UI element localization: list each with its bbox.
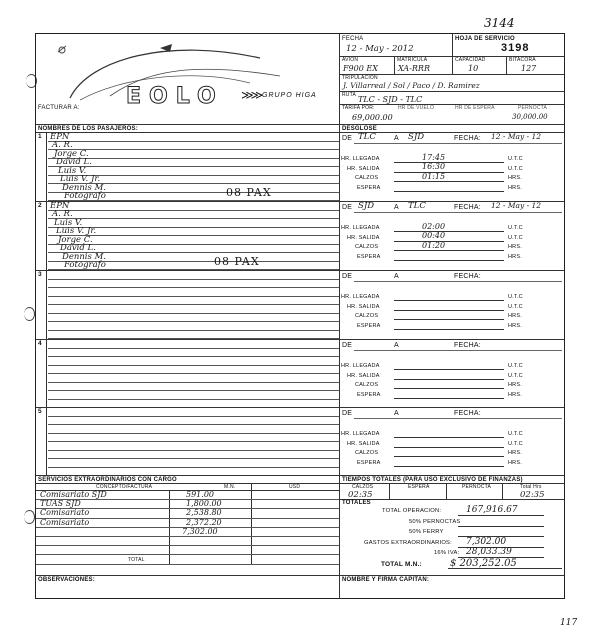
tiempos-line-value: 167,916.67 bbox=[466, 505, 518, 515]
leg-row-value: 17:45 bbox=[422, 152, 446, 162]
servicio-mn: 1,800.00 bbox=[186, 499, 222, 509]
fecha-label: FECHA bbox=[342, 36, 364, 42]
leg-a-label: A bbox=[394, 410, 399, 417]
leg-row-label: CALZOS bbox=[355, 244, 379, 250]
group-text: GRUPO HIGA bbox=[262, 92, 317, 99]
leg-row-line bbox=[394, 300, 504, 301]
capacidad-label: CAPACIDAD bbox=[455, 57, 486, 63]
ruta-value: TLC - SJD - TLC bbox=[358, 95, 423, 104]
tiempos-total-value: 02:35 bbox=[520, 490, 545, 500]
passenger-name: Luis V. bbox=[54, 217, 83, 228]
tiempos-line-value: 28,033.39 bbox=[466, 547, 512, 558]
leg-row-line bbox=[394, 319, 504, 320]
passenger-line bbox=[48, 373, 339, 374]
matricula-value: XA-RRR bbox=[398, 64, 430, 73]
passenger-line bbox=[48, 287, 339, 288]
leg-de-label: DE bbox=[342, 342, 353, 349]
passenger-line bbox=[48, 304, 339, 305]
capacidad-value: 10 bbox=[468, 64, 479, 73]
passenger-group-number: 3 bbox=[38, 271, 42, 278]
passenger-line bbox=[48, 416, 339, 417]
leg-destination: SJD bbox=[408, 132, 425, 142]
bitacora-value: 127 bbox=[521, 64, 537, 73]
passenger-line bbox=[48, 149, 339, 150]
leg-row-line bbox=[394, 379, 504, 380]
leg-row-label: CALZOS bbox=[355, 175, 379, 181]
tiempos-line-underline bbox=[458, 526, 544, 527]
leg-row-unit: HRS. bbox=[508, 184, 522, 191]
passenger-group-number: 1 bbox=[38, 133, 42, 140]
passenger-line bbox=[48, 348, 339, 349]
leg-row-unit: HRS. bbox=[508, 244, 522, 250]
tarifa-sub-pernocta: PERNOCTA bbox=[518, 105, 548, 111]
servicio-concepto: Comisariato bbox=[40, 508, 90, 518]
leg-row-unit: HRS. bbox=[508, 253, 522, 260]
leg-row-unit: U.T.C bbox=[508, 363, 523, 369]
leg-row-line bbox=[394, 172, 504, 173]
leg-a-label: A bbox=[394, 204, 399, 211]
leg-row-label: HR. SALIDA bbox=[347, 440, 380, 447]
tiempos-col-espera: ESPERA bbox=[408, 484, 430, 490]
desglose-header: DESGLOSE bbox=[342, 126, 377, 132]
leg-row-label: HR. LLEGADA bbox=[341, 431, 380, 437]
leg-row-value: 02:00 bbox=[422, 221, 446, 231]
leg-date: 12 - May - 12 bbox=[491, 132, 542, 141]
passenger-name: EPN bbox=[50, 200, 70, 211]
facturar-label: FACTURAR A: bbox=[38, 105, 80, 111]
tiempos-calzos-value: 02:35 bbox=[348, 490, 373, 500]
leg-row-label: HR. SALIDA bbox=[347, 165, 380, 172]
leg-de-label: DE bbox=[342, 273, 353, 280]
leg-row-line bbox=[394, 162, 504, 163]
leg-row-label: HR. LLEGADA bbox=[341, 156, 380, 162]
tiempos-line-value: 7,302.00 bbox=[466, 536, 507, 547]
leg-header-underline bbox=[354, 281, 562, 282]
servicio-concepto: Comisariato bbox=[40, 517, 90, 527]
passenger-name: David L. bbox=[60, 243, 96, 253]
passenger-name: Jorge C. bbox=[58, 234, 93, 245]
leg-destination: TLC bbox=[408, 201, 426, 211]
leg-row-line bbox=[394, 329, 504, 330]
leg-row-unit: HRS. bbox=[508, 391, 522, 398]
leg-row-line bbox=[394, 437, 504, 438]
passenger-name: EPN bbox=[50, 131, 70, 142]
leg-row-unit: U.T.C bbox=[508, 440, 523, 447]
tiempos-line-label: 50% FERRY bbox=[409, 529, 444, 536]
tiempos-line-value: $ 203,252.05 bbox=[450, 558, 517, 569]
leg-row-label: ESPERA bbox=[357, 322, 381, 329]
punch-hole-bottom bbox=[24, 510, 35, 524]
tiempos-line-label: 50% PERNOCTAS bbox=[409, 518, 461, 525]
passenger-line bbox=[48, 210, 339, 211]
tarifa-sub-espera: HR DE ESPERA bbox=[455, 105, 495, 111]
passenger-name: Dennis M. bbox=[62, 251, 106, 262]
leg-row-label: ESPERA bbox=[357, 459, 381, 466]
punch-hole-middle bbox=[24, 307, 35, 321]
leg-row-unit: HRS. bbox=[508, 322, 522, 329]
leg-row-line bbox=[394, 466, 504, 467]
leg-row-label: CALZOS bbox=[355, 313, 379, 319]
passenger-name: Luis V. Jr. bbox=[56, 226, 97, 236]
passenger-line bbox=[48, 313, 339, 314]
leg-row-unit: U.T.C bbox=[508, 165, 523, 172]
leg-header-underline bbox=[354, 212, 562, 213]
leg-row-line bbox=[394, 447, 504, 448]
servicio-concepto: Comisariato SJD bbox=[40, 490, 107, 499]
passenger-name: A. R. bbox=[52, 209, 73, 219]
tarifa-vuelo-value: 69,000.00 bbox=[352, 113, 393, 122]
passenger-name: Jorge C. bbox=[54, 148, 89, 159]
passenger-name: David L. bbox=[56, 157, 92, 167]
leg-row-label: HR. SALIDA bbox=[347, 234, 380, 241]
passenger-line bbox=[48, 365, 339, 366]
tiempos-line-underline bbox=[458, 515, 544, 516]
ruta-label: RUTA bbox=[342, 92, 357, 98]
pax-count-note: 08 PAX bbox=[214, 254, 260, 268]
passenger-group-divider bbox=[36, 201, 339, 202]
leg-de-label: DE bbox=[342, 410, 353, 417]
leg-row-line bbox=[394, 250, 504, 251]
leg-a-label: A bbox=[394, 342, 399, 349]
passenger-name: Dennis M. bbox=[62, 182, 106, 193]
leg-row-label: HR. LLEGADA bbox=[341, 363, 380, 369]
leg-row-label: HR. SALIDA bbox=[347, 372, 380, 379]
leg-row-line bbox=[394, 388, 504, 389]
tripulacion-label: TRIPULACION bbox=[342, 75, 378, 81]
passenger-group-divider bbox=[36, 407, 339, 408]
servicio-mn: 2,372.20 bbox=[186, 517, 222, 527]
passenger-line bbox=[48, 450, 339, 451]
corner-number: 3144 bbox=[484, 16, 515, 30]
matricula-label: MATRICULA bbox=[397, 57, 428, 63]
passenger-group-divider bbox=[36, 270, 339, 271]
leg-header-underline bbox=[354, 350, 562, 351]
leg-divider bbox=[339, 339, 564, 340]
leg-row-unit: U.T.C bbox=[508, 234, 523, 241]
page-footer-number: 117 bbox=[560, 618, 578, 628]
passenger-group-divider bbox=[36, 339, 339, 340]
passenger-line bbox=[48, 296, 339, 297]
passenger-group-number: 5 bbox=[38, 408, 42, 415]
passenger-line bbox=[48, 141, 339, 142]
leg-row-line bbox=[394, 231, 504, 232]
passenger-line bbox=[48, 321, 339, 322]
tiempos-col-total: Total Hrs bbox=[520, 484, 542, 490]
leg-row-unit: HRS. bbox=[508, 450, 522, 456]
leg-row-label: CALZOS bbox=[355, 450, 379, 456]
avion-label: AVION bbox=[342, 57, 359, 63]
servicios-header: SERVICIOS EXTRAORDINARIOS CON CARGO bbox=[38, 477, 177, 483]
service-sheet-form bbox=[35, 33, 565, 599]
leg-row-label: ESPERA bbox=[357, 391, 381, 398]
leg-origin: SJD bbox=[358, 201, 375, 211]
leg-row-unit: HRS. bbox=[508, 382, 522, 388]
leg-origin: TLC bbox=[358, 132, 376, 142]
tripulacion-value: J. Villarreal / Sol / Paco / D. Ramirez bbox=[343, 81, 480, 90]
leg-row-value: 01:20 bbox=[422, 240, 446, 250]
leg-row-unit: U.T.C bbox=[508, 431, 523, 437]
servicios-total-label: TOTAL bbox=[128, 557, 145, 563]
firma-label: NOMBRE Y FIRMA CAPITAN: bbox=[342, 577, 430, 583]
col-usd: USD bbox=[289, 484, 301, 490]
leg-row-unit: U.T.C bbox=[508, 372, 523, 379]
leg-row-unit: U.T.C bbox=[508, 156, 523, 162]
tarifa-label: TARIFA POR: bbox=[342, 105, 375, 111]
servicio-mn: 591.00 bbox=[186, 490, 214, 499]
leg-row-unit: HRS. bbox=[508, 313, 522, 319]
passenger-name: Fotografo bbox=[64, 191, 106, 201]
passengers-header: NOMBRES DE LOS PASAJEROS: bbox=[38, 126, 138, 132]
leg-a-label: A bbox=[394, 135, 399, 142]
tarifa-sub-vuelo: HR DE VUELO bbox=[398, 105, 435, 111]
leg-de-label: DE bbox=[342, 135, 353, 142]
leg-row-label: HR. SALIDA bbox=[347, 303, 380, 310]
passenger-group-number: 2 bbox=[38, 202, 42, 209]
leg-row-value: 00:40 bbox=[422, 231, 446, 240]
leg-row-line bbox=[394, 181, 504, 182]
passenger-line bbox=[48, 424, 339, 425]
passenger-line bbox=[48, 433, 339, 434]
hoja-value: 3198 bbox=[501, 42, 530, 54]
passenger-name: Luis V. Jr. bbox=[60, 174, 101, 184]
leg-fecha-label: FECHA: bbox=[454, 204, 481, 211]
avion-value: F900 EX bbox=[343, 64, 378, 73]
leg-row-line bbox=[394, 260, 504, 261]
leg-row-value: 16:30 bbox=[422, 162, 446, 171]
eolo-logo-text: EOLO bbox=[126, 84, 224, 109]
servicio-mn: 2,538.80 bbox=[186, 508, 222, 518]
passenger-line bbox=[48, 458, 339, 459]
hoja-label: HOJA DE SERVICIO bbox=[455, 36, 515, 42]
tiempos-header: TIEMPOS TOTALES (PARA USO EXCLUSIVO DE FINANZAS) bbox=[342, 477, 523, 483]
servicio-concepto: TUAS SJD bbox=[40, 499, 81, 509]
col-concepto: CONCEPTO/FACTURA bbox=[96, 484, 153, 490]
pax-count-note: 08 PAX bbox=[226, 185, 272, 199]
leg-a-label: A bbox=[394, 273, 399, 280]
leg-row-line bbox=[394, 369, 504, 370]
servicios-row-line bbox=[36, 564, 339, 565]
leg-fecha-label: FECHA: bbox=[454, 135, 481, 142]
tiempos-line-label: TOTAL OPERACION: bbox=[382, 508, 442, 514]
leg-row-label: HR. LLEGADA bbox=[341, 294, 380, 300]
leg-row-line bbox=[394, 241, 504, 242]
observaciones-label: OBSERVACIONES: bbox=[38, 577, 95, 583]
passenger-line bbox=[48, 382, 339, 383]
passenger-line bbox=[48, 467, 339, 468]
leg-row-unit: HRS. bbox=[508, 459, 522, 466]
leg-date: 12 - May - 12 bbox=[491, 201, 542, 210]
tiempos-line-label: 16% IVA: bbox=[434, 550, 460, 557]
leg-row-label: CALZOS bbox=[355, 382, 379, 388]
passenger-line bbox=[48, 330, 339, 331]
passenger-line bbox=[48, 356, 339, 357]
passenger-line bbox=[48, 279, 339, 280]
totales-label: TOTALES bbox=[342, 500, 371, 506]
tarifa-pernocta-value: 30,000.00 bbox=[512, 113, 548, 121]
passenger-line bbox=[48, 218, 339, 219]
leg-header-underline bbox=[354, 418, 562, 419]
servicios-row-line bbox=[36, 536, 339, 537]
logo-chevrons: ≫≫ bbox=[241, 88, 261, 102]
leg-divider bbox=[339, 407, 564, 408]
tiempos-line-label: TOTAL M.N.: bbox=[381, 561, 422, 568]
tiempos-line-label: GASTOS EXTRAORDINARIOS: bbox=[364, 539, 452, 546]
leg-row-unit: U.T.C bbox=[508, 225, 523, 231]
servicios-row-line bbox=[36, 554, 339, 555]
servicios-total-mn: 7,302.00 bbox=[182, 526, 218, 536]
leg-row-line bbox=[394, 398, 504, 399]
passenger-line bbox=[48, 441, 339, 442]
passenger-group-number: 4 bbox=[38, 340, 42, 347]
leg-fecha-label: FECHA: bbox=[454, 342, 481, 349]
leg-header-underline bbox=[354, 143, 562, 144]
leg-fecha-label: FECHA: bbox=[454, 410, 481, 417]
leg-row-label: ESPERA bbox=[357, 253, 381, 260]
tiempos-col-calzos: CALZOS bbox=[352, 484, 374, 490]
leg-fecha-label: FECHA: bbox=[454, 273, 481, 280]
leg-row-unit: U.T.C bbox=[508, 294, 523, 300]
leg-row-unit: U.T.C bbox=[508, 303, 523, 310]
leg-divider bbox=[339, 270, 564, 271]
tiempos-col-pernocta: PERNOCTA bbox=[462, 484, 492, 490]
leg-row-line bbox=[394, 456, 504, 457]
leg-row-label: ESPERA bbox=[357, 184, 381, 191]
fecha-value: 12 - May - 2012 bbox=[346, 44, 414, 54]
bitacora-label: BITACORA bbox=[509, 57, 536, 63]
passenger-name: A. R. bbox=[52, 140, 73, 150]
passenger-line bbox=[48, 399, 339, 400]
servicios-row-line bbox=[36, 545, 339, 546]
passenger-name: Luis V. bbox=[58, 165, 87, 176]
leg-row-value: 01:15 bbox=[422, 171, 446, 181]
leg-row-label: HR. LLEGADA bbox=[341, 225, 380, 231]
leg-de-label: DE bbox=[342, 204, 353, 211]
leg-row-line bbox=[394, 310, 504, 311]
leg-row-unit: HRS. bbox=[508, 175, 522, 181]
passenger-name: Fotografo bbox=[64, 260, 106, 270]
leg-row-line bbox=[394, 191, 504, 192]
passenger-line bbox=[48, 390, 339, 391]
col-mn: M.N. bbox=[224, 484, 236, 490]
